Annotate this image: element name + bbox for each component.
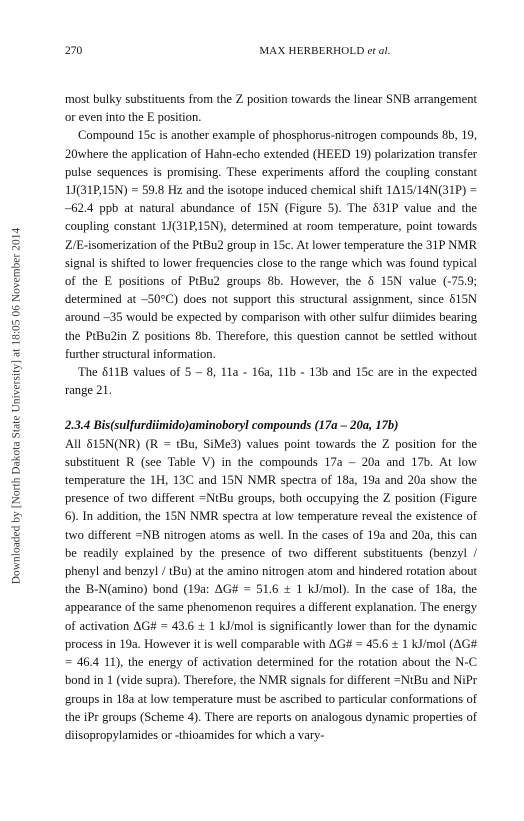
- running-head-etal: et al.: [367, 45, 391, 57]
- download-notice-text: Downloaded by [North Dakota State University] at 18:05 06 November 2014: [10, 227, 23, 585]
- section-heading: 2.3.4 Bis(sulfurdiimido)aminoboryl compounds (17a – 20a, 17b): [65, 418, 399, 433]
- paragraph-section-2-3-4: All δ15N(NR) (R = tBu, SiMe3) values point towards the Z position for the substituent R (see Table V) in the compounds 17a – 20a and 17b. At low temperature the 1H, 13C and 15N NMR spectra of 18a, 19a and 20a show the presence of two different =NtBu groups, both occupying the Z position (Figure 6). In addition, the 15N NMR spectra at low temperature reveal the existence of two different =NB nitrogen atoms as well. In the cases of 19a and 20a, this can be readily explained by the presence of two different substituents (benzyl / phenyl and benzyl / tBu) at the amino nitrogen atom and hindered rotation about the B-N(amino) bond (19a: ΔG# = 51.6 ± 1 kJ/mol). In the case of 18a, the appearance of the same phenomenon requires a different explanation. The energy of activation ΔG# = 43.6 ± 1 kJ/mol is significantly lower than for the dynamic process in 19a. However it is well comparable with ΔG# = 45.6 ± 1 kJ/mol (ΔG# = 46.4 11), the energy of activation determined for the rotation about the N-C bond in 1 (vide supra). Therefore, the NMR signals for different =NtBu and NiPr groups in 18a at low temperature must be ascribed to particular conformations of the iPr groups (Scheme 4). There are reports on analogous dynamic properties of diisopropylamides or -thioamides for which a vary-: [65, 436, 477, 742]
- paragraph-continued: most bulky substituents from the Z position towards the linear SNB arrangement or even into the E position.: [65, 92, 477, 125]
- body-text: [65, 90, 477, 744]
- running-head-author: MAX HERBERHOLD: [259, 45, 365, 57]
- download-notice: [6, 168, 26, 644]
- paragraph-compound-15c: Compound 15c is another example of phosphorus-nitrogen compounds 8b, 19, 20where the application of Hahn-echo extended (HEED 19) polarization transfer pulse sequences is promising. These experiments afford the coupling constant 1J(31P,15N) = 59.8 Hz and the isotope induced chemical shift 1Δ15/14N(31P) = –62.4 ppb at natural abundance of 15N (Figure 5). The δ31P value and the coupling constant 1J(31P,15N), determined at room temperature, point towards Z/E-isomerization of the PtBu2 group in 15c. At lower temperature the 31P NMR signal is shifted to lower frequencies close to the range which was found typical of the E positions of PtBu2 groups 8b. However, the δ 15N value (-75.9; determined at –50°C) does not support this structural assignment, since δ15N around –35 would be expected by comparison with other sulfur diimides bearing the PtBu2in Z positions 8b. Therefore, this question cannot be settled without further structural information.: [65, 128, 477, 361]
- running-head: [175, 45, 475, 57]
- paragraph-boron-shifts: The δ11B values of 5 – 8, 11a - 16a, 11b - 13b and 15c are in the expected range 21.: [65, 365, 477, 398]
- page-number: 270: [65, 45, 83, 57]
